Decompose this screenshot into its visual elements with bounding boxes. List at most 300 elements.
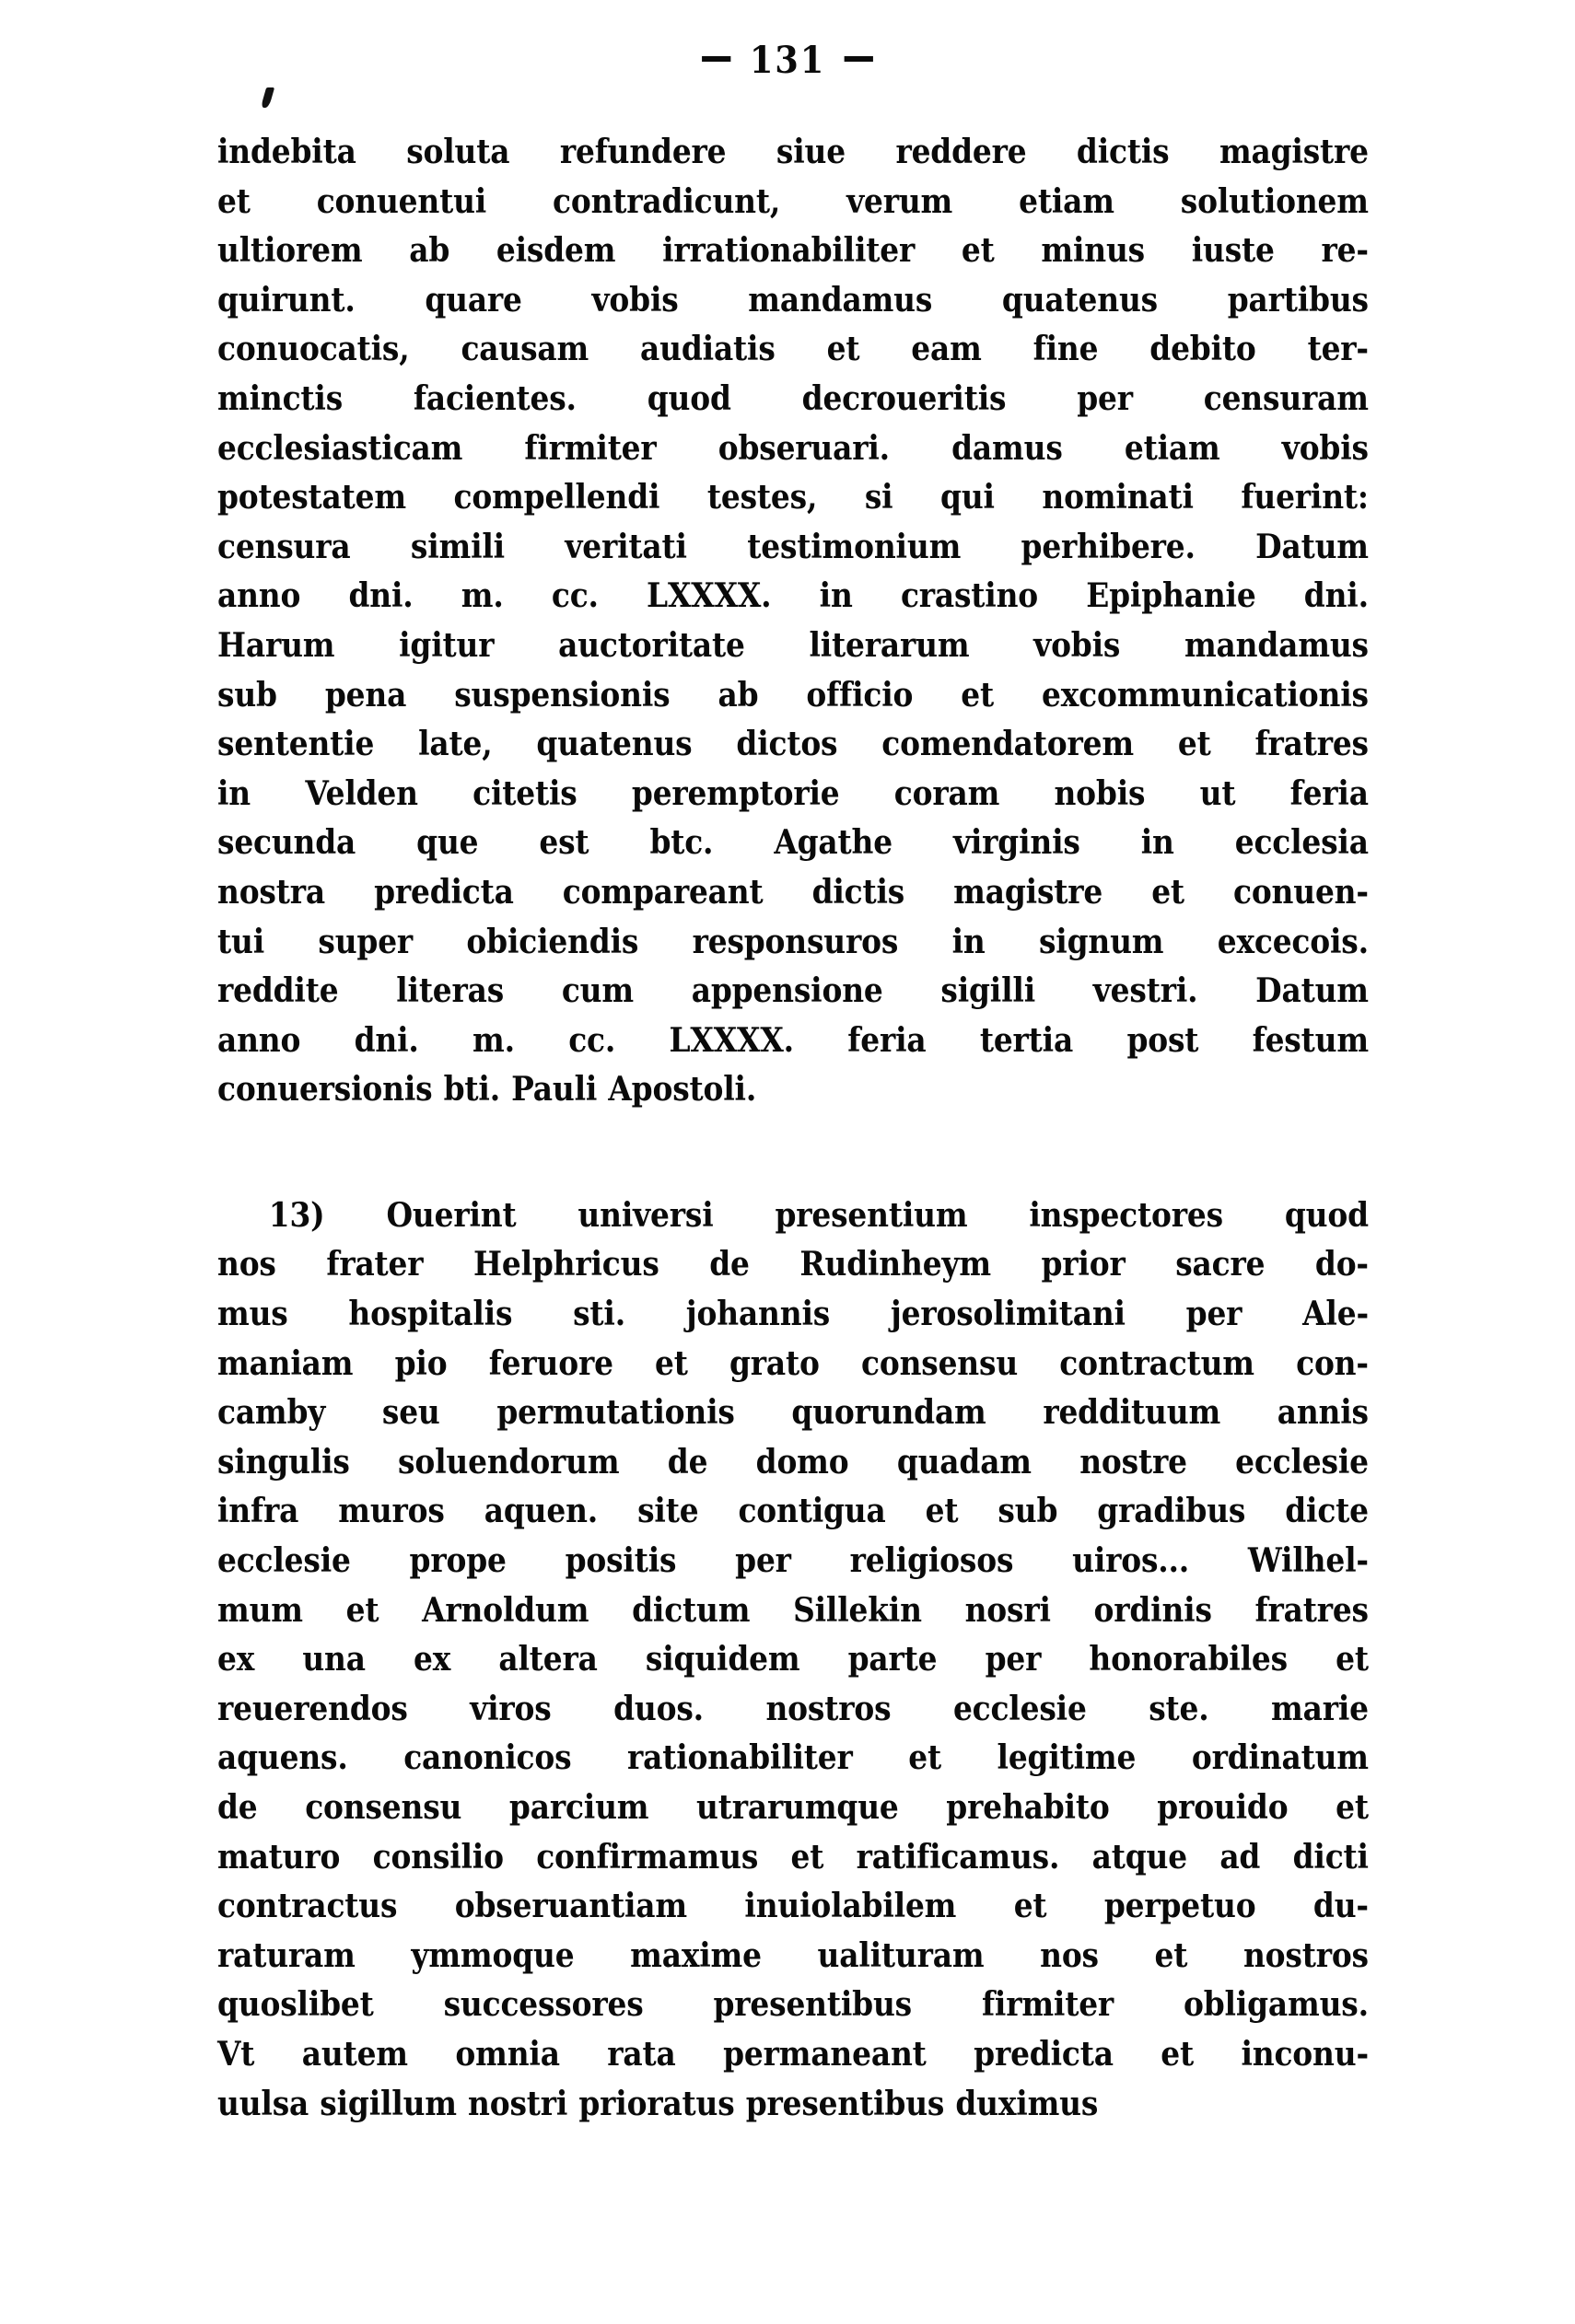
word: presentibus — [713, 1984, 912, 2025]
word: btc. — [649, 822, 714, 863]
word: Datum — [1255, 970, 1369, 1011]
word: festum — [1252, 1019, 1369, 1060]
word: Rudinheym — [799, 1244, 991, 1284]
word: presentium — [775, 1194, 968, 1235]
word: consensu — [305, 1787, 462, 1827]
word: ex — [414, 1639, 451, 1679]
text-line — [217, 1536, 1369, 1586]
word: altera — [498, 1639, 598, 1679]
word: compellendi — [453, 477, 660, 517]
word: mus — [217, 1294, 288, 1334]
word: obseruari. — [718, 427, 890, 468]
word: ecclesia — [1234, 822, 1369, 863]
word: decroueritis — [801, 378, 1007, 418]
word: nostros — [765, 1688, 892, 1728]
word: et — [1336, 1639, 1369, 1679]
word: in — [951, 921, 986, 961]
word: coram — [893, 773, 1000, 813]
word: re- — [1321, 230, 1369, 271]
word: testes, — [706, 477, 818, 517]
word: potestatem — [217, 477, 406, 517]
text-line — [217, 1239, 1369, 1289]
word: in — [819, 575, 853, 616]
word: conuentui — [316, 180, 487, 221]
word: ordinis — [1093, 1589, 1212, 1630]
word: et — [1013, 1886, 1047, 1926]
word: parcium — [508, 1787, 649, 1827]
word: et — [1154, 1935, 1188, 1975]
word: muros — [338, 1491, 445, 1531]
word: dni. — [354, 1019, 419, 1060]
word: domo — [755, 1441, 849, 1482]
word: predicta — [974, 2033, 1114, 2074]
word: permaneant — [723, 2033, 927, 2074]
word: soluendorum — [398, 1441, 620, 1482]
word: m. — [472, 1019, 515, 1060]
word: uiros... — [1072, 1540, 1190, 1581]
word: inuiolabilem — [744, 1886, 957, 1926]
word: perpetuo — [1103, 1886, 1256, 1926]
text-line — [217, 670, 1369, 720]
word: veritati — [565, 526, 687, 566]
word: ualituram — [817, 1935, 985, 1975]
word: appensione — [691, 970, 883, 1011]
word: iuste — [1191, 230, 1275, 271]
word: una — [302, 1639, 366, 1679]
word: refundere — [559, 132, 727, 171]
word: vobis — [1033, 624, 1121, 665]
text-line — [217, 1634, 1369, 1684]
text-line — [217, 226, 1369, 275]
word: nobis — [1054, 773, 1146, 813]
word: cum — [561, 970, 634, 1011]
word: in — [1140, 822, 1174, 863]
word: quatenus — [536, 724, 693, 764]
word: etiam — [1124, 427, 1220, 468]
word: vobis — [591, 279, 679, 320]
text-line — [217, 1684, 1369, 1734]
word: pio — [394, 1342, 448, 1383]
word: singulis — [217, 1441, 350, 1482]
word: mandamus — [748, 279, 933, 320]
word: et — [217, 180, 251, 221]
word: late, — [418, 724, 493, 764]
word: sententie — [217, 724, 375, 764]
word: qui — [940, 477, 995, 517]
word: igitur — [399, 624, 495, 665]
word: uulsa — [217, 2083, 309, 2123]
word: damus — [951, 427, 1063, 468]
word: LXXXX. — [669, 1019, 794, 1060]
word: de — [667, 1441, 708, 1482]
word: successores — [443, 1984, 644, 2025]
word: rationabiliter — [627, 1737, 853, 1778]
word: Epiphanie — [1086, 575, 1256, 616]
word: sub — [998, 1491, 1058, 1531]
word: cc. — [551, 575, 599, 616]
text-line — [217, 522, 1369, 572]
word: maturo — [217, 1836, 341, 1877]
text-line — [217, 1016, 1369, 1065]
word: prope — [409, 1540, 507, 1581]
word: audiatis — [640, 329, 776, 369]
word: dni. — [348, 575, 414, 616]
word: nostros — [1242, 1935, 1369, 1975]
word: irrationabiliter — [662, 230, 916, 271]
word: comendatorem — [881, 724, 1134, 764]
word: consilio — [372, 1836, 504, 1877]
word: excecois. — [1217, 921, 1369, 961]
word: inspectores — [1029, 1194, 1223, 1235]
word: ter- — [1307, 329, 1369, 369]
word: cc. — [568, 1019, 616, 1060]
word: sub — [217, 674, 277, 715]
word: ultiorem — [217, 230, 363, 271]
word: do- — [1314, 1244, 1369, 1284]
word: Sillekin — [793, 1589, 922, 1630]
word: duximus — [955, 2083, 1099, 2123]
word: super — [318, 921, 414, 961]
word: signum — [1038, 921, 1164, 961]
word: crastino — [900, 575, 1039, 616]
word: mandamus — [1184, 624, 1369, 665]
word: quadam — [896, 1441, 1032, 1482]
word: responsuros — [692, 921, 899, 961]
word: tui — [217, 921, 265, 961]
text-line — [217, 275, 1369, 325]
word: si — [864, 477, 893, 517]
text-column — [217, 127, 1369, 2128]
word: magistre — [953, 871, 1103, 912]
word: maxime — [630, 1935, 762, 1975]
word: et — [826, 329, 860, 369]
word: frater — [326, 1244, 424, 1284]
word: ecclesie — [952, 1688, 1087, 1728]
word: sacre — [1175, 1244, 1266, 1284]
word: magistre — [1219, 132, 1369, 171]
word: perhibere. — [1021, 526, 1196, 566]
word: obiciendis — [466, 921, 639, 961]
word: de — [217, 1787, 258, 1827]
word: quoslibet — [217, 1984, 374, 2025]
text-line — [217, 1733, 1369, 1783]
word: et — [908, 1737, 941, 1778]
word: Vt — [217, 2033, 255, 2074]
word: duos. — [613, 1688, 704, 1728]
word: quorundam — [791, 1392, 986, 1433]
word: conuersionis — [217, 1069, 433, 1110]
word: partibus — [1227, 279, 1369, 320]
word: virginis — [952, 822, 1080, 863]
text-line — [217, 324, 1369, 374]
word: obseruantiam — [454, 1886, 687, 1926]
word: suspensionis — [454, 674, 671, 715]
word: indebita — [217, 132, 356, 171]
word: sti. — [573, 1294, 625, 1334]
word: consensu — [861, 1342, 1019, 1383]
word: predicta — [374, 871, 514, 912]
word: anno — [217, 1019, 301, 1060]
word: hospitalis — [348, 1294, 513, 1334]
word: ab — [718, 674, 759, 715]
word: Helphricus — [473, 1244, 659, 1284]
word: eisdem — [496, 230, 616, 271]
word: sigillum — [320, 2083, 457, 2123]
text-line — [217, 1191, 1369, 1240]
word: seu — [381, 1392, 440, 1433]
word: vestri. — [1092, 970, 1198, 1011]
word: dictum — [632, 1589, 751, 1630]
word: ecclesie — [217, 1540, 351, 1581]
word: ordinatum — [1191, 1737, 1369, 1778]
text-line — [217, 424, 1369, 473]
word: reuerendos — [217, 1688, 408, 1728]
word: firmiter — [981, 1984, 1114, 2025]
word: dni. — [1303, 575, 1369, 616]
word: dictis — [1076, 132, 1170, 171]
word: ecclesie — [1235, 1441, 1369, 1482]
word: canonicos — [403, 1737, 572, 1778]
text-line — [217, 472, 1369, 522]
word: presentibus — [745, 2083, 945, 2123]
word: religiosos — [849, 1540, 1014, 1581]
text-line — [217, 1931, 1369, 1981]
word: annis — [1277, 1392, 1369, 1433]
word: et — [1151, 871, 1184, 912]
word: Velden — [305, 773, 418, 813]
word: fratres — [1254, 1589, 1369, 1630]
word: per — [985, 1639, 1042, 1679]
word: citetis — [472, 773, 578, 813]
word: tertia — [979, 1019, 1074, 1060]
word: feria — [847, 1019, 927, 1060]
word: feria — [1289, 773, 1369, 813]
word: inconu- — [1241, 2033, 1369, 2074]
text-line — [217, 966, 1369, 1016]
text-line — [217, 571, 1369, 621]
word: ratificamus. — [856, 1836, 1060, 1877]
word: solutionem — [1180, 180, 1369, 221]
word: dicti — [1292, 1836, 1369, 1877]
word: camby — [217, 1392, 326, 1433]
text-line — [217, 1437, 1369, 1487]
word: grato — [729, 1342, 820, 1383]
word: nostra — [217, 871, 325, 912]
word: nostre — [1079, 1441, 1187, 1482]
text-line — [217, 177, 1369, 227]
word: debito — [1149, 329, 1256, 369]
word: et — [961, 230, 995, 271]
word: Ouerint — [386, 1194, 517, 1235]
word: conuocatis, — [217, 329, 410, 369]
text-line — [217, 1388, 1369, 1437]
word: Datum — [1255, 526, 1369, 566]
word: post — [1126, 1019, 1199, 1060]
word: raturam — [217, 1935, 356, 1975]
word: et — [790, 1836, 824, 1877]
word: Apostoli. — [608, 1069, 757, 1110]
word: omnia — [455, 2033, 560, 2074]
word: eam — [911, 329, 982, 369]
word: pena — [324, 674, 407, 715]
word: et — [345, 1589, 379, 1630]
text-line — [217, 867, 1369, 917]
word: secunda — [217, 822, 356, 863]
word: nostri — [468, 2083, 568, 2123]
text-line — [217, 1289, 1369, 1339]
word: aquen. — [484, 1491, 599, 1531]
word: legitime — [997, 1737, 1137, 1778]
word: et — [925, 1491, 959, 1531]
text-line — [217, 1881, 1369, 1931]
word: quare — [425, 279, 522, 320]
text-line — [217, 1339, 1369, 1389]
word: firmiter — [524, 427, 657, 468]
word: et — [1177, 724, 1211, 764]
word: Harum — [217, 624, 335, 665]
word: contractum — [1059, 1342, 1254, 1383]
word: literarum — [809, 624, 970, 665]
word: atque — [1091, 1836, 1187, 1877]
word: fratres — [1254, 724, 1369, 764]
word: honorabiles — [1089, 1639, 1288, 1679]
text-line — [217, 127, 1369, 177]
text-line — [217, 2079, 1369, 2129]
word: facientes. — [413, 378, 577, 418]
word: site — [637, 1491, 699, 1531]
word: obligamus. — [1184, 1984, 1369, 2025]
word: et — [961, 674, 994, 715]
word: prehabito — [946, 1787, 1110, 1827]
word: reddere — [895, 132, 1027, 171]
word: quatenus — [1001, 279, 1158, 320]
word: prior — [1041, 1244, 1126, 1284]
word: minus — [1041, 230, 1145, 271]
word: per — [1185, 1294, 1242, 1334]
text-line — [217, 2029, 1369, 2079]
word: ab — [409, 230, 450, 271]
word: reddite — [217, 970, 339, 1011]
word: officio — [806, 674, 914, 715]
word: viros — [470, 1688, 552, 1728]
word: infra — [217, 1491, 299, 1531]
word: con- — [1296, 1342, 1369, 1383]
word: Agathe — [774, 822, 892, 863]
word: marie — [1271, 1688, 1369, 1728]
word: soluta — [406, 132, 510, 171]
scan-artifact-speck — [261, 87, 274, 108]
text-line — [217, 374, 1369, 424]
word: compareant — [562, 871, 764, 912]
word: per — [1077, 378, 1133, 418]
word: prioratus — [578, 2083, 735, 2123]
word: ut — [1199, 773, 1236, 813]
word: etiam — [1019, 180, 1114, 221]
word: simili — [410, 526, 505, 566]
running-head — [63, 39, 1511, 82]
word: verum — [846, 180, 953, 221]
word: bti. — [443, 1069, 500, 1110]
word: LXXXX. — [647, 575, 772, 616]
text-line — [217, 1980, 1369, 2029]
word: maniam — [217, 1342, 354, 1383]
word: est — [539, 822, 589, 863]
word: fine — [1032, 329, 1099, 369]
word: quirunt. — [217, 279, 356, 320]
word: universi — [578, 1194, 714, 1235]
word: aquens. — [217, 1737, 348, 1778]
word: censuram — [1203, 378, 1369, 418]
text-line — [217, 1486, 1369, 1536]
word: causam — [461, 329, 589, 369]
paragraph-1 — [217, 127, 1369, 1114]
word: excommunicationis — [1042, 674, 1369, 715]
text-line — [217, 1832, 1369, 1882]
word: et — [655, 1342, 688, 1383]
word: dicte — [1285, 1491, 1369, 1531]
word: sigilli — [940, 970, 1036, 1011]
text-line — [217, 769, 1369, 819]
word: nos — [217, 1244, 276, 1284]
paragraph-2 — [217, 1191, 1369, 2128]
word: conuen- — [1233, 871, 1369, 912]
word: siquidem — [645, 1639, 800, 1679]
word: nominati — [1042, 477, 1194, 517]
word: positis — [565, 1540, 677, 1581]
word: jerosolimitani — [890, 1294, 1126, 1334]
word: reddituum — [1043, 1392, 1221, 1433]
word: de — [709, 1244, 750, 1284]
word: johannis — [685, 1294, 831, 1334]
text-line — [217, 1064, 1369, 1114]
word: anno — [217, 575, 301, 616]
word: peremptorie — [631, 773, 840, 813]
word: et — [1161, 2033, 1195, 2074]
text-line — [217, 917, 1369, 967]
word: que — [416, 822, 479, 863]
word: confirmamus — [536, 1836, 759, 1877]
word: censura — [217, 526, 351, 566]
word: rata — [607, 2033, 676, 2074]
word: siue — [776, 132, 846, 171]
word: feruore — [488, 1342, 613, 1383]
text-line — [217, 1586, 1369, 1635]
word: dictos — [736, 724, 838, 764]
word: quod — [647, 378, 731, 418]
word: in — [217, 773, 251, 813]
word: et — [1336, 1787, 1369, 1827]
word: ymmoque — [411, 1935, 575, 1975]
word: fuerint: — [1241, 477, 1369, 517]
word: per — [735, 1540, 791, 1581]
word: Ale- — [1302, 1294, 1369, 1334]
text-line — [217, 818, 1369, 867]
running-head-rule-right — [844, 56, 872, 62]
word: ex — [217, 1639, 255, 1679]
word: permutationis — [496, 1392, 735, 1433]
word: mum — [217, 1589, 303, 1630]
word: vobis — [1281, 427, 1369, 468]
word: Wilhel- — [1247, 1540, 1369, 1581]
word: Arnoldum — [422, 1589, 589, 1630]
word: ecclesiasticam — [217, 427, 463, 468]
word: contradicunt, — [553, 180, 781, 221]
word: dictis — [811, 871, 905, 912]
word: 13) — [268, 1194, 325, 1235]
word: contractus — [217, 1886, 398, 1926]
text-line — [217, 1783, 1369, 1832]
word: prouido — [1157, 1787, 1289, 1827]
